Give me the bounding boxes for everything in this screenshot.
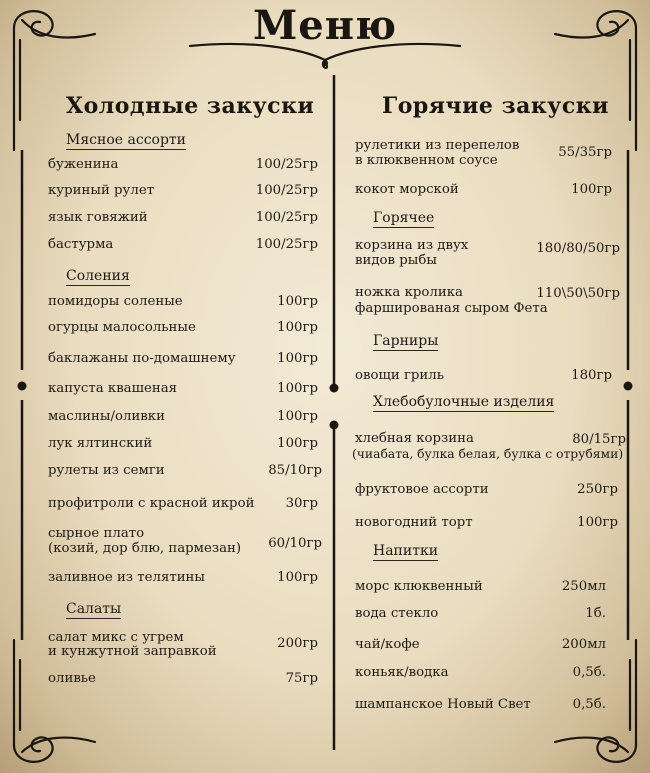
menu-item: ножка кролика xyxy=(355,285,463,300)
menu-item: овощи гриль xyxy=(355,368,444,383)
item-price: 55/35гр xyxy=(558,145,612,160)
item-price: 110\50\50гр xyxy=(536,286,620,301)
menu-item: капуста квашеная xyxy=(48,381,178,396)
item-price: 0,5б. xyxy=(572,697,606,712)
item-price: 250гр xyxy=(577,482,618,497)
item-price: 100гр xyxy=(571,182,612,197)
item-price: 0,5б. xyxy=(572,665,606,680)
menu-item-detail: (козий, дор блю, пармезан) xyxy=(48,541,242,556)
menu-item: рулетики из перепелов xyxy=(355,138,520,153)
menu-item-detail: фаршированая сыром Фета xyxy=(355,301,548,316)
menu-item-detail: видов рыбы xyxy=(355,253,437,268)
item-price: 100гр xyxy=(277,294,318,309)
item-price: 250мл xyxy=(561,579,606,594)
menu-item: шампанское Новый Свет xyxy=(355,697,531,712)
item-price: 100гр xyxy=(277,351,318,366)
item-price: 85/10гр xyxy=(268,463,322,478)
item-price: 80/15гр xyxy=(572,432,626,447)
item-price: 100гр xyxy=(577,515,618,530)
item-price: 30гр xyxy=(285,496,318,511)
menu-item: оливье xyxy=(48,671,96,686)
section-bakery: Хлебобулочные изделия xyxy=(373,394,555,410)
item-price: 180гр xyxy=(571,368,612,383)
menu-item: чай/кофе xyxy=(355,637,420,652)
menu-item: баклажаны по-домашнему xyxy=(48,351,236,366)
page-title: Меню xyxy=(252,2,398,49)
section-garnish: Гарниры xyxy=(373,333,439,349)
item-price: 100/25гр xyxy=(255,183,318,198)
menu-item: вода стекло xyxy=(355,606,439,621)
menu-item: профитроли с красной икрой xyxy=(48,496,255,511)
item-price: 200гр xyxy=(277,636,318,651)
menu-item: морс клюквенный xyxy=(355,579,483,594)
menu-item: кокот морской xyxy=(355,182,459,197)
menu-item: сырное плато xyxy=(48,526,145,541)
menu-item: куриный рулет xyxy=(48,183,155,198)
menu-item: коньяк/водка xyxy=(355,665,449,680)
section-drinks: Напитки xyxy=(373,543,439,559)
menu-item: маслины/оливки xyxy=(48,409,165,424)
menu-item: буженина xyxy=(48,157,119,172)
section-meat: Мясное ассорти xyxy=(66,132,186,148)
menu-item: заливное из телятины xyxy=(48,570,206,585)
menu-item: язык говяжий xyxy=(48,210,148,225)
item-price: 180/80/50гр xyxy=(536,241,620,256)
menu-item: корзина из двух xyxy=(355,238,469,253)
menu-item: помидоры соленые xyxy=(48,294,183,309)
menu-item-detail: в клюквенном соусе xyxy=(355,153,498,168)
menu-item: бастурма xyxy=(48,237,114,252)
item-price: 100/25гр xyxy=(255,237,318,252)
item-price: 60/10гр xyxy=(268,536,322,551)
menu-item: салат микс с угрем xyxy=(48,630,184,645)
cold-appetizers-heading: Холодные закуски xyxy=(66,93,315,119)
menu-item: хлебная корзина xyxy=(355,431,474,446)
item-price: 100гр xyxy=(277,320,318,335)
item-price: 100гр xyxy=(277,381,318,396)
item-price: 200мл xyxy=(561,637,606,652)
menu-item: рулеты из семги xyxy=(48,463,165,478)
menu-item-detail: и кунжутной заправкой xyxy=(48,644,217,659)
menu-item: лук ялтинский xyxy=(48,436,153,451)
item-price: 100гр xyxy=(277,409,318,424)
item-price: 75гр xyxy=(285,671,318,686)
menu-item: огурцы малосольные xyxy=(48,320,196,335)
section-pickles: Соления xyxy=(66,268,130,284)
item-price: 100гр xyxy=(277,570,318,585)
item-price: 1б. xyxy=(585,606,606,621)
section-hot: Горячее xyxy=(373,210,435,226)
menu-item: новогодний торт xyxy=(355,515,473,530)
item-price: 100гр xyxy=(277,436,318,451)
item-price: 100/25гр xyxy=(255,210,318,225)
menu-item: фруктовое ассорти xyxy=(355,482,489,497)
item-price: 100/25гр xyxy=(255,157,318,172)
hot-appetizers-heading: Горячие закуски xyxy=(382,93,609,119)
menu-item-detail: (чиабата, булка белая, булка с отрубями) xyxy=(352,447,624,461)
section-salads: Салаты xyxy=(66,601,122,617)
